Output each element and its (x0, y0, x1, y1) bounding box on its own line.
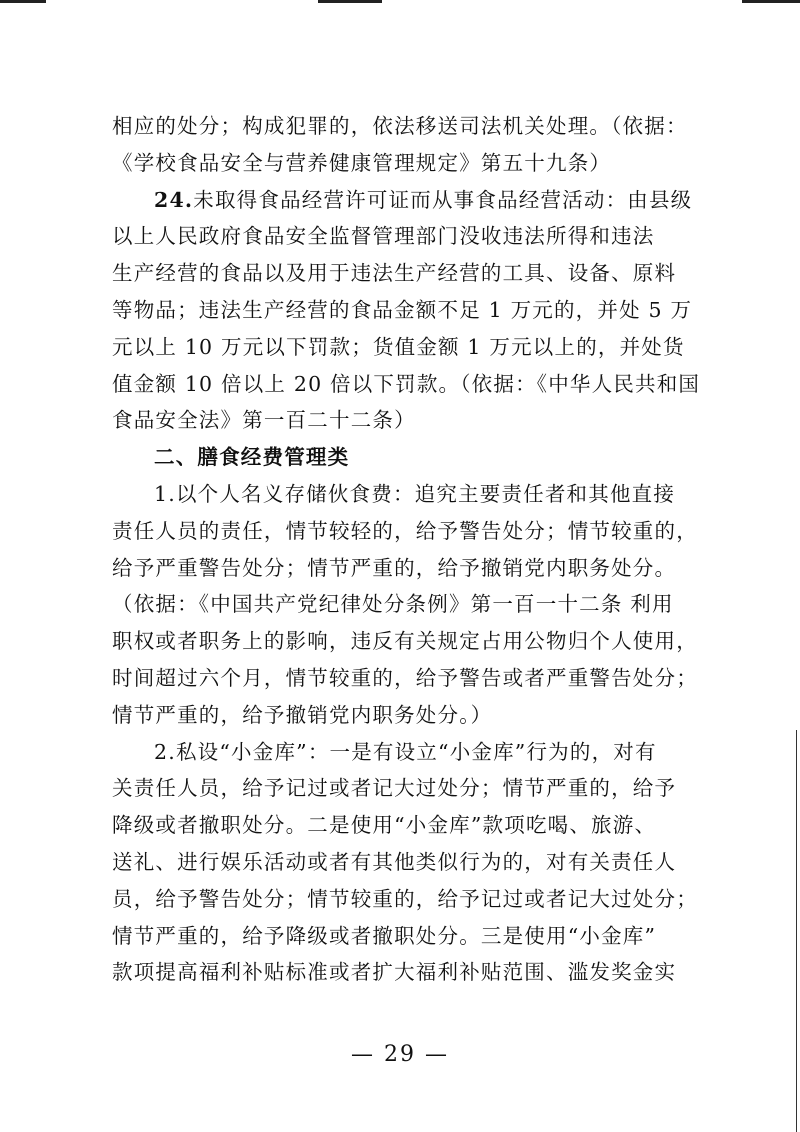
text-line: 责任人员的责任，情节较轻的，给予警告处分；情节较重的， (112, 518, 698, 543)
text-line: 以上人民政府食品安全监督管理部门没收违法所得和违法 (112, 224, 655, 249)
document-body (112, 108, 701, 991)
page-number: — 29 — (351, 1042, 449, 1067)
text-line: 元以上 10 万元以下罚款；货值金额 1 万元以上的，并处货 (112, 334, 685, 359)
item-number: 24. (154, 187, 194, 212)
text-line: （依据：《中国共产党纪律处分条例》第一百一十二条 利用 (112, 592, 674, 617)
text-line: 《学校食品安全与营养健康管理规定》第五十九条） (112, 150, 612, 175)
text-line: 送礼、进行娱乐活动或者有其他类似行为的，对有关责任人 (112, 849, 677, 874)
text-line: 生产经营的食品以及用于违法生产经营的工具、设备、原料 (112, 261, 677, 286)
text-line: 时间超过六个月，情节较重的，给予警告或者严重警告处分； (112, 665, 698, 690)
text-line: 相应的处分；构成犯罪的，依法移送司法机关处理。（依据： (112, 114, 688, 138)
scan-mark-top-left (0, 0, 46, 3)
text-line: 给予严重警告处分；情节严重的，给予撤销党内职务处分。 (112, 555, 677, 580)
text-line: 食品安全法》第一百二十二条） (112, 408, 416, 433)
text-line: 2.私设“小金库”：一是有设立“小金库”行为的，对有 (154, 739, 657, 764)
text-line: 等物品；违法生产经营的食品金额不足 1 万元的，并处 5 万 (112, 297, 693, 322)
text-line: 值金额 10 倍以上 20 倍以下罚款。（依据：《中华人民共和国 (112, 371, 701, 396)
text-line: 降级或者撤职处分。二是使用“小金库”款项吃喝、旅游、 (112, 813, 657, 838)
scan-mark-top-right (742, 0, 800, 3)
text-line: 情节严重的，给予降级或者撤职处分。三是使用“小金库” (112, 923, 657, 948)
scan-mark-top-center (318, 0, 382, 3)
text-line: 员，给予警告处分；情节较重的，给予记过或者记大过处分； (112, 886, 698, 911)
section-heading: 二、膳食经费管理类 (154, 445, 350, 470)
text-line (112, 182, 693, 219)
text-line: 关责任人员，给予记过或者记大过处分；情节严重的，给予 (112, 776, 677, 801)
item-text: 未取得食品经营许可证而从事食品经营活动：由县级 (193, 187, 693, 212)
text-line: 情节严重的，给予撤销党内职务处分。） (112, 702, 493, 727)
text-line: 款项提高福利补贴标准或者扩大福利补贴范围、滥发奖金实 (112, 960, 677, 985)
scan-edge-right (796, 730, 797, 1132)
text-line: 1.以个人名义存储伙食费：追究主要责任者和其他直接 (154, 481, 676, 506)
text-line: 职权或者职务上的影响，违反有关规定占用公物归个人使用， (112, 629, 698, 654)
